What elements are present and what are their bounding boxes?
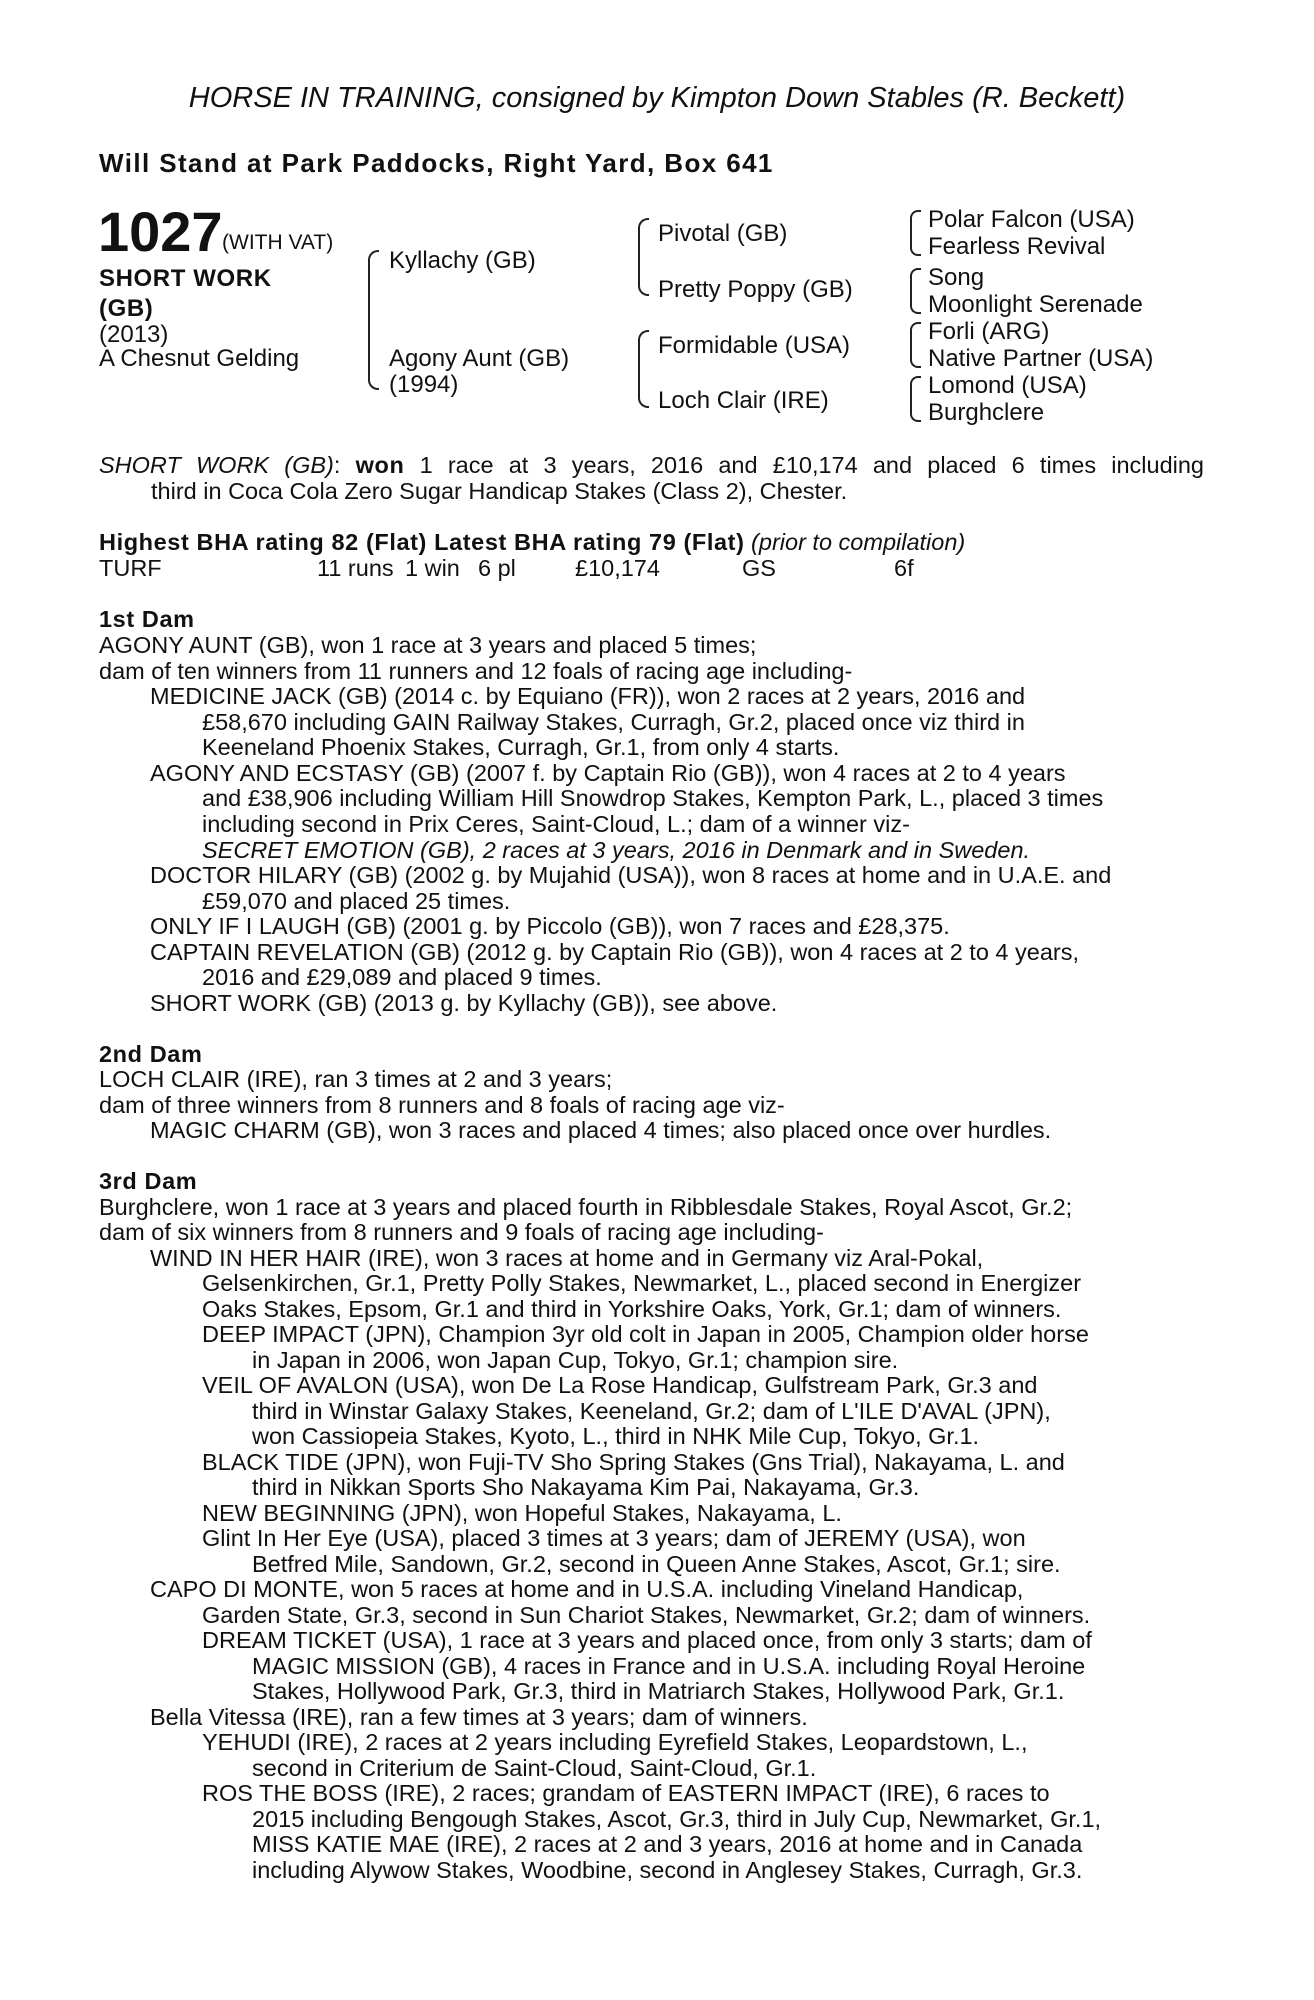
- produce-line: Garden State, Gr.3, second in Sun Chariot Stakes, Newmarket, Gr.2; dam of winners.: [202, 1602, 1091, 1628]
- summary-line1: [99, 453, 1204, 479]
- pedigree-bracket: [910, 268, 921, 314]
- produce-line: MEDICINE JACK (GB) (2014 c. by Equiano (FR)), won 2 races at 2 years, 2016 and: [150, 683, 1026, 709]
- produce-line: including Alywow Stakes, Woodbine, second in Anglesey Stakes, Curragh, Gr.3.: [252, 1857, 1083, 1883]
- produce-line: DREAM TICKET (USA), 1 race at 3 years and placed once, from only 3 starts; dam of: [202, 1627, 1092, 1653]
- pedigree-g2: Fearless Revival: [928, 233, 1106, 260]
- pedigree-sire-sire: Pivotal (GB): [658, 220, 788, 247]
- produce-line: MAGIC CHARM (GB), won 3 races and placed 4 times; also placed once over hurdles.: [150, 1117, 1052, 1143]
- produce-line: including second in Prix Ceres, Saint-Cloud, L.; dam of a winner viz-: [202, 811, 910, 837]
- lot-number: 1027: [98, 200, 223, 263]
- pedigree-sire-dam: Pretty Poppy (GB): [658, 276, 853, 303]
- dam-line: LOCH CLAIR (IRE), ran 3 times at 2 and 3 years;: [99, 1066, 613, 1092]
- produce-line: and £38,906 including William Hill Snowdrop Stakes, Kempton Park, L., placed 3 times: [202, 785, 1104, 811]
- rating-text: Highest BHA rating 82 (Flat) Latest BHA rating 79 (Flat): [99, 529, 745, 555]
- rating-note: (prior to compilation): [744, 529, 966, 555]
- produce-line: CAPTAIN REVELATION (GB) (2012 g. by Captain Rio (GB)), won 4 races at 2 to 4 years,: [150, 939, 1080, 965]
- vat-note: (WITH VAT): [222, 231, 334, 254]
- produce-line: Oaks Stakes, Epsom, Gr.1 and third in Yorkshire Oaks, York, Gr.1; dam of winners.: [202, 1296, 1062, 1322]
- produce-line: second in Criterium de Saint-Cloud, Saint-Cloud, Gr.1.: [252, 1755, 817, 1781]
- pedigree-bracket: [368, 250, 379, 390]
- dam-line: dam of ten winners from 11 runners and 12 foals of racing age including-: [99, 658, 853, 684]
- pedigree-bracket: [910, 210, 921, 256]
- produce-line: ONLY IF I LAUGH (GB) (2001 g. by Piccolo (GB)), won 7 races and £28,375.: [150, 913, 950, 939]
- produce-line: DOCTOR HILARY (GB) (2002 g. by Mujahid (USA)), won 8 races at home and in U.A.E. and: [150, 862, 1112, 888]
- produce-line: Gelsenkirchen, Gr.1, Pretty Polly Stakes, Newmarket, L., placed second in Energizer: [202, 1270, 1082, 1296]
- produce-line: WIND IN HER HAIR (IRE), won 3 races at home and in Germany viz Aral-Pokal,: [150, 1245, 984, 1271]
- pedigree-bracket: [638, 330, 649, 408]
- record-prize: £10,174: [575, 555, 660, 581]
- pedigree-dam: Agony Aunt (GB): [389, 345, 570, 372]
- produce-line: £58,670 including GAIN Railway Stakes, Curragh, Gr.2, placed once viz third in: [202, 709, 1025, 735]
- horse-name: [99, 264, 272, 324]
- section-heading: 2nd Dam: [99, 1041, 203, 1067]
- pedigree-g1: Polar Falcon (USA): [928, 206, 1135, 233]
- record-placed: 6 pl: [478, 555, 516, 581]
- produce-line: Glint In Her Eye (USA), placed 3 times at 3 years; dam of JEREMY (USA), won: [202, 1525, 1026, 1551]
- dam-line: dam of six winners from 8 runners and 9 foals of racing age including-: [99, 1219, 824, 1245]
- summary-rest: 1 race at 3 years, 2016 and £10,174 and placed 6 times including: [404, 452, 1205, 478]
- dam-line: AGONY AUNT (GB), won 1 race at 3 years and placed 5 times;: [99, 632, 757, 658]
- produce-line: CAPO DI MONTE, won 5 races at home and in U.S.A. including Vineland Handicap,: [150, 1576, 1024, 1602]
- produce-line: in Japan in 2006, won Japan Cup, Tokyo, Gr.1; champion sire.: [252, 1347, 899, 1373]
- produce-line: BLACK TIDE (JPN), won Fuji-TV Sho Spring Stakes (Gns Trial), Nakayama, L. and: [202, 1449, 1065, 1475]
- produce-line: MAGIC MISSION (GB), 4 races in France and in U.S.A. including Royal Heroine: [252, 1653, 1086, 1679]
- summary-horse: SHORT WORK (GB): [99, 452, 334, 478]
- pedigree-dam-dam: Loch Clair (IRE): [658, 387, 829, 414]
- pedigree-g5: Forli (ARG): [928, 318, 1050, 345]
- produce-line: 2016 and £29,089 and placed 9 times.: [202, 964, 602, 990]
- produce-line: NEW BEGINNING (JPN), won Hopeful Stakes, Nakayama, L.: [202, 1500, 842, 1526]
- pedigree-dam-year: (1994): [389, 371, 459, 398]
- produce-line: ROS THE BOSS (IRE), 2 races; grandam of EASTERN IMPACT (IRE), 6 races to: [202, 1780, 1050, 1806]
- horse-name-line1: SHORT WORK: [99, 265, 272, 292]
- horse-description: A Chesnut Gelding: [99, 345, 300, 372]
- produce-line: MISS KATIE MAE (IRE), 2 races at 2 and 3 years, 2016 at home and in Canada: [252, 1831, 1083, 1857]
- summary-line2: third in Coca Cola Zero Sugar Handicap Stakes (Class 2), Chester.: [151, 477, 848, 504]
- produce-line: Betfred Mile, Sandown, Gr.2, second in Queen Anne Stakes, Ascot, Gr.1; sire.: [252, 1551, 1061, 1577]
- produce-line: DEEP IMPACT (JPN), Champion 3yr old colt in Japan in 2005, Champion older horse: [202, 1321, 1089, 1347]
- pedigree-bracket: [910, 322, 921, 368]
- consignor-line: HORSE IN TRAINING, consigned by Kimpton Down Stables (R. Beckett): [188, 82, 1126, 114]
- pedigree-g8: Burghclere: [928, 399, 1045, 426]
- record-distance: 6f: [894, 555, 914, 581]
- pedigree-bracket: [638, 218, 649, 296]
- record-surface: TURF: [99, 555, 162, 581]
- pedigree-dam-sire: Formidable (USA): [658, 332, 851, 359]
- pedigree-g4: Moonlight Serenade: [928, 291, 1143, 318]
- record-going: GS: [742, 555, 776, 581]
- produce-line: Bella Vitessa (IRE), ran a few times at 3 years; dam of winners.: [150, 1704, 808, 1730]
- summary-won: won: [355, 452, 405, 478]
- pedigree-bracket: [910, 376, 921, 422]
- record-wins: 1 win: [405, 555, 460, 581]
- bha-rating: [99, 530, 965, 556]
- produce-line: £59,070 and placed 25 times.: [202, 888, 511, 914]
- produce-line: YEHUDI (IRE), 2 races at 2 years including Eyrefield Stakes, Leopardstown, L.,: [202, 1729, 1028, 1755]
- race-summary: [99, 453, 1204, 504]
- section-heading: 3rd Dam: [99, 1168, 198, 1194]
- produce-line: won Cassiopeia Stakes, Kyoto, L., third in NHK Mile Cup, Tokyo, Gr.1.: [252, 1423, 980, 1449]
- stand-location: Will Stand at Park Paddocks, Right Yard, Box 641: [99, 148, 774, 178]
- foaling-year: (2013): [99, 321, 169, 348]
- pedigree-g7: Lomond (USA): [928, 372, 1087, 399]
- produce-line: SECRET EMOTION (GB), 2 races at 3 years, 2016 in Denmark and in Sweden.: [202, 837, 1031, 863]
- produce-line: third in Winstar Galaxy Stakes, Keeneland, Gr.2; dam of L'ILE D'AVAL (JPN),: [252, 1398, 1051, 1424]
- pedigree-g6: Native Partner (USA): [928, 345, 1154, 372]
- produce-line: 2015 including Bengough Stakes, Ascot, Gr.3, third in July Cup, Newmarket, Gr.1,: [252, 1806, 1102, 1832]
- produce-line: SHORT WORK (GB) (2013 g. by Kyllachy (GB)), see above.: [150, 990, 778, 1016]
- produce-line: third in Nikkan Sports Sho Nakayama Kim Pai, Nakayama, Gr.3.: [252, 1474, 920, 1500]
- record-runs: 11 runs: [317, 555, 394, 581]
- produce-line: AGONY AND ECSTASY (GB) (2007 f. by Captain Rio (GB)), won 4 races at 2 to 4 years: [150, 760, 1066, 786]
- produce-line: VEIL OF AVALON (USA), won De La Rose Handicap, Gulfstream Park, Gr.3 and: [202, 1372, 1038, 1398]
- section-heading: 1st Dam: [99, 606, 195, 632]
- produce-line: Stakes, Hollywood Park, Gr.3, third in Matriarch Stakes, Hollywood Park, Gr.1.: [252, 1678, 1065, 1704]
- dam-line: Burghclere, won 1 race at 3 years and placed fourth in Ribblesdale Stakes, Royal Ascot, Gr.2;: [99, 1194, 1073, 1220]
- pedigree-sire: Kyllachy (GB): [389, 247, 536, 274]
- horse-name-line2: (GB): [99, 295, 154, 322]
- pedigree-g3: Song: [928, 264, 985, 291]
- summary-colon: :: [333, 452, 356, 478]
- dam-line: dam of three winners from 8 runners and 8 foals of racing age viz-: [99, 1092, 785, 1118]
- produce-line: Keeneland Phoenix Stakes, Curragh, Gr.1, from only 4 starts.: [202, 734, 840, 760]
